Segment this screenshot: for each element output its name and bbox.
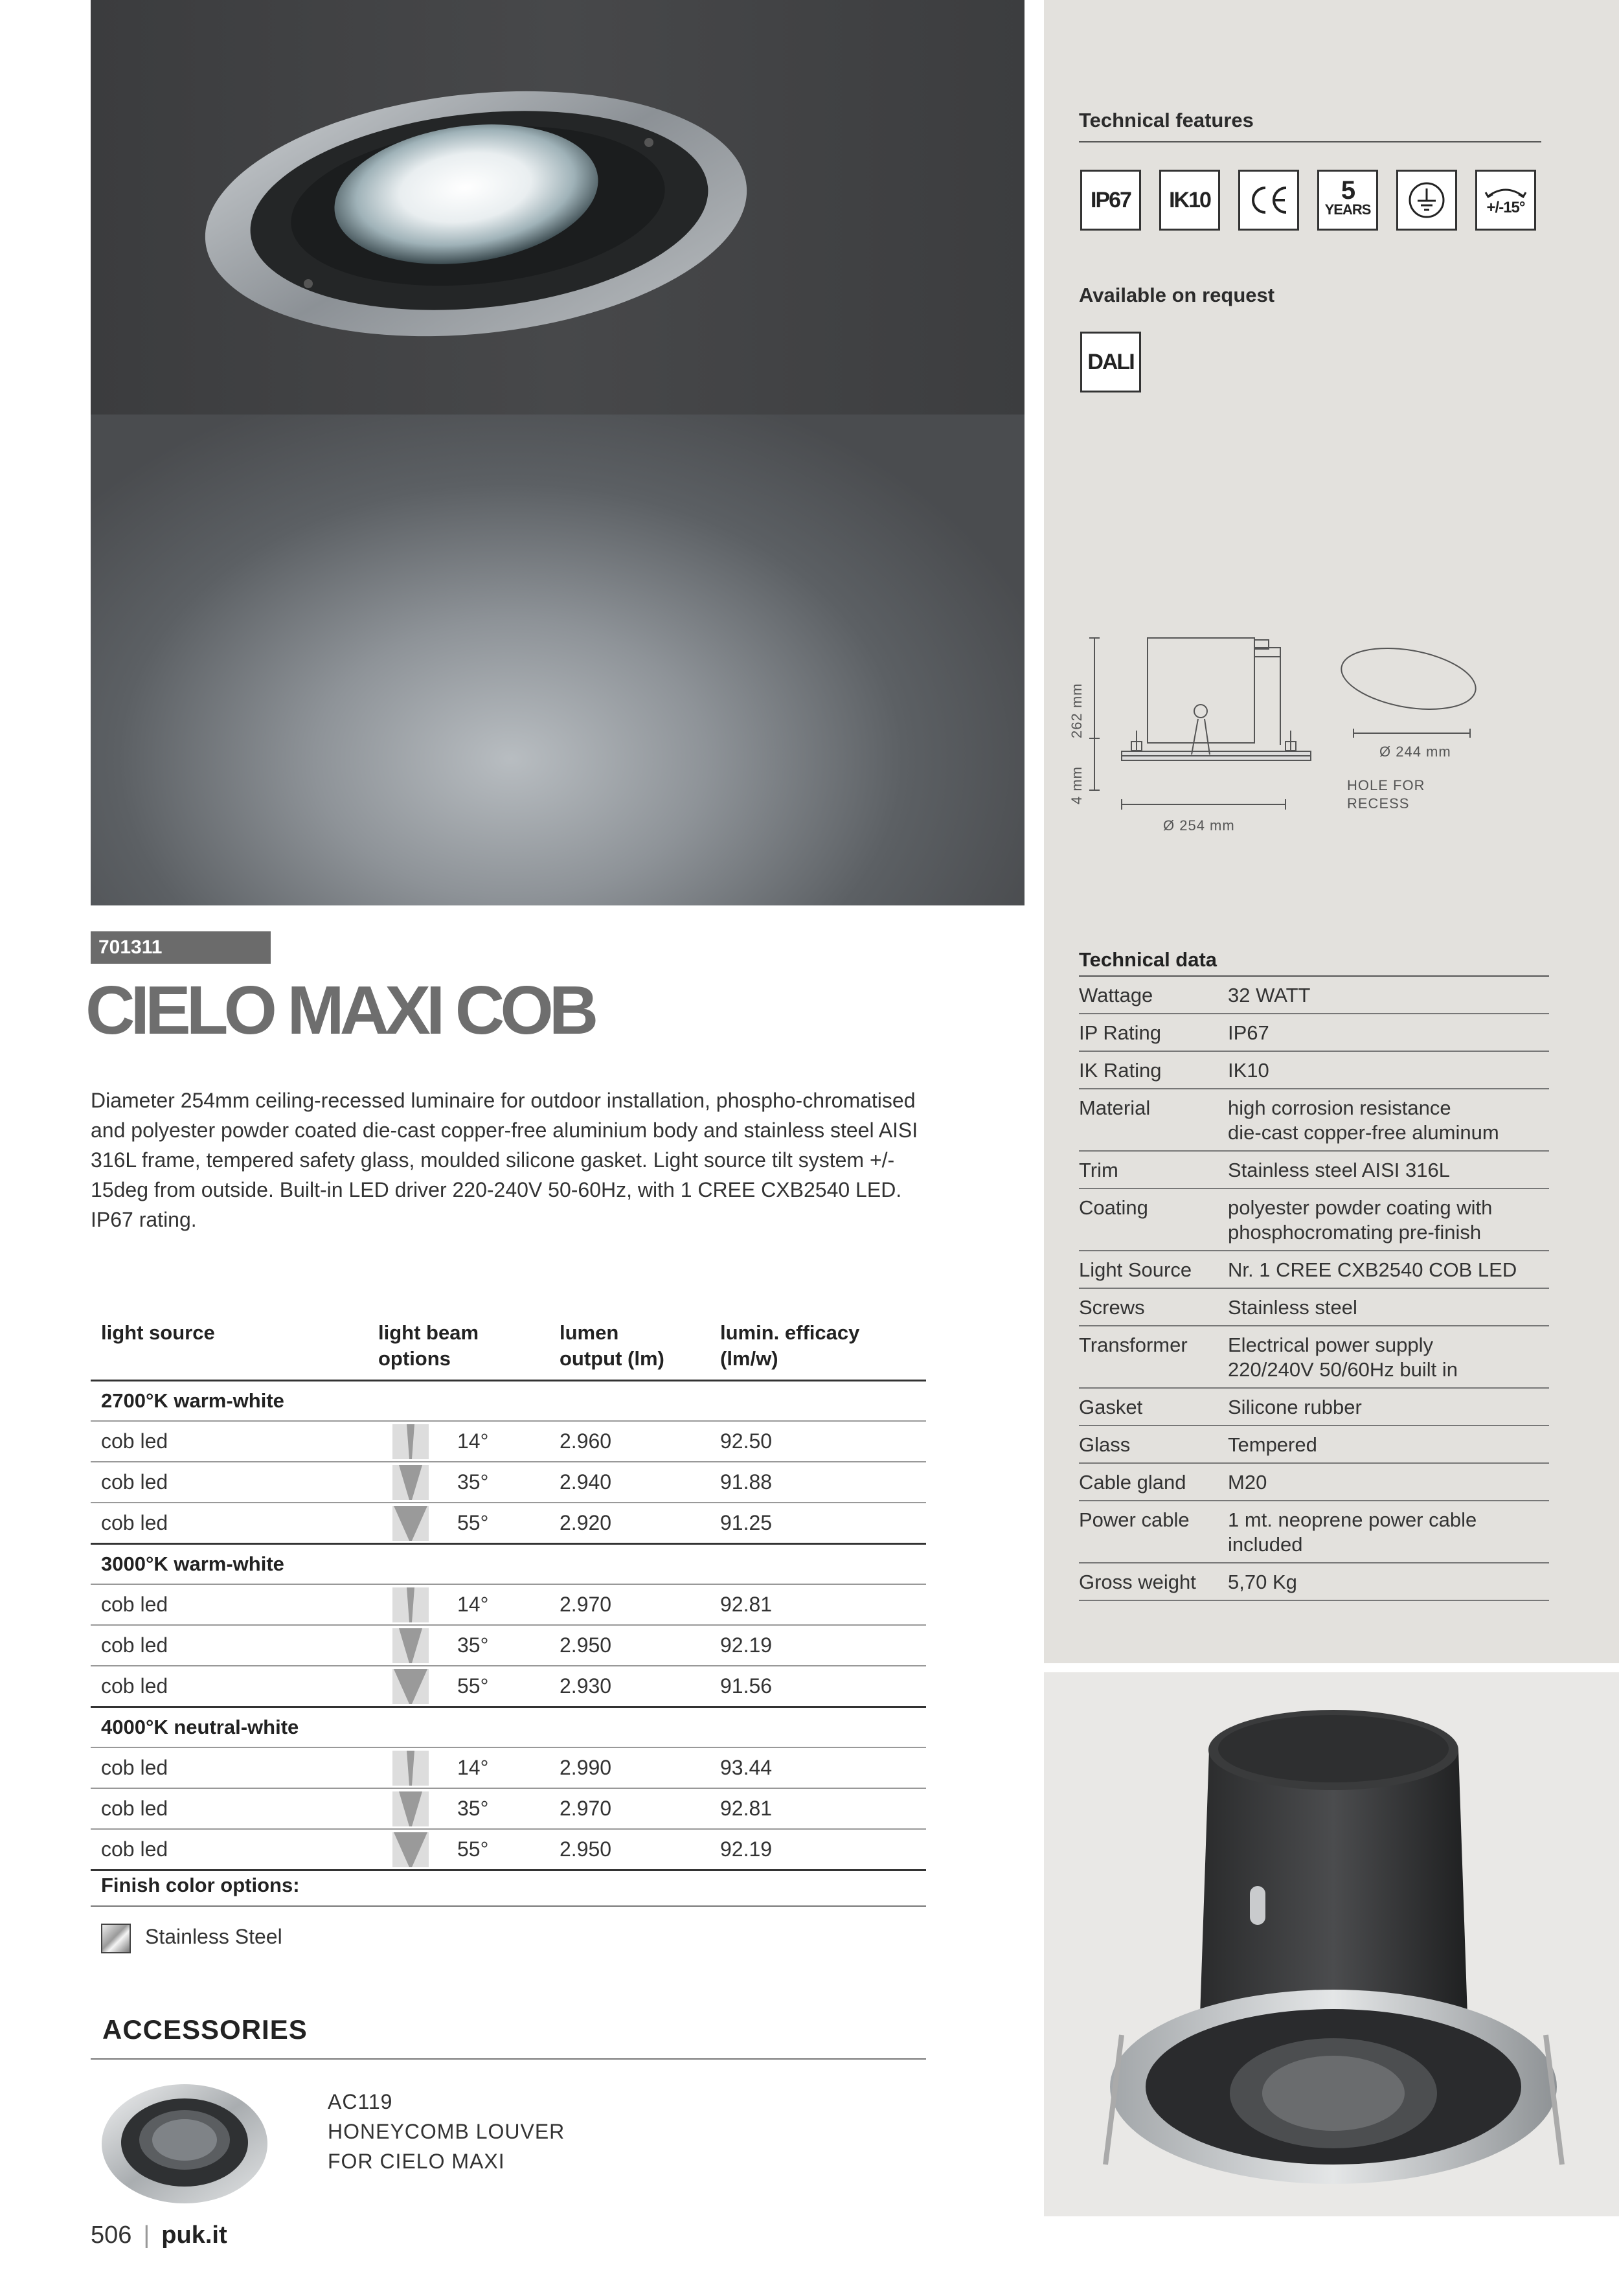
- cell-beam: 55°: [457, 1674, 489, 1698]
- product-photo-illustration: [1044, 1672, 1619, 2216]
- hole-diameter-dimension: Ø 244 mm: [1379, 744, 1451, 760]
- cell-efficacy: 92.19: [720, 1633, 773, 1657]
- tilt-value: +/-15°: [1486, 199, 1525, 216]
- technical-data-title: Technical data: [1079, 944, 1549, 977]
- page-footer: [91, 2222, 227, 2249]
- header-light-source: light source: [101, 1321, 215, 1344]
- hero-photo: [91, 0, 1025, 905]
- cell-source: cob led: [101, 1633, 168, 1657]
- tech-key: Glass: [1079, 1433, 1131, 1456]
- light-beam-icon: [392, 1587, 429, 1622]
- technical-data-row: [1079, 1289, 1549, 1326]
- tech-key: Light Source: [1079, 1258, 1192, 1281]
- cell-source: cob led: [101, 1429, 168, 1453]
- tilt-icon: [1475, 170, 1536, 231]
- tech-key: Cable gland: [1079, 1471, 1186, 1494]
- warranty-years-number: 5: [1341, 176, 1355, 205]
- technical-data-row: [1079, 1189, 1549, 1251]
- ce-mark-icon: [1238, 170, 1299, 231]
- cell-efficacy: 92.81: [720, 1593, 773, 1616]
- light-beam-icon: [392, 1832, 429, 1867]
- tech-value: high corrosion resistance die-cast copper-free aluminum: [1228, 1097, 1499, 1144]
- table-row: [91, 1748, 926, 1789]
- tech-value: 5,70 Kg: [1228, 1571, 1297, 1593]
- tech-value: 32 WATT: [1228, 984, 1311, 1006]
- tech-value: Silicone rubber: [1228, 1396, 1362, 1418]
- tech-value: polyester powder coating with phosphocromating pre-finish: [1228, 1196, 1493, 1244]
- technical-data-row: [1079, 1326, 1549, 1389]
- height-dimension: 262 mm: [1069, 683, 1085, 738]
- light-beam-icon: [392, 1506, 429, 1541]
- finish-label: Finish color options:: [91, 1865, 926, 1907]
- table-row: [91, 1789, 926, 1830]
- finish-option-label: Stainless Steel: [145, 1925, 282, 1948]
- tech-key: Power cable: [1079, 1508, 1190, 1531]
- technical-data-row: [1079, 1464, 1549, 1501]
- technical-data-row: [1079, 1052, 1549, 1089]
- available-on-request-title: Available on request: [1079, 284, 1275, 306]
- thickness-dimension: 4 mm: [1069, 766, 1085, 804]
- ik10-badge: IK10: [1159, 170, 1220, 231]
- hole-label-2: RECESS: [1347, 795, 1410, 812]
- cell-lumen: 2.940: [560, 1470, 612, 1494]
- finish-options: [91, 1865, 926, 1965]
- cell-beam: 55°: [457, 1511, 489, 1534]
- accessory-code: AC119: [328, 2090, 393, 2113]
- warranty-years-label: YEARS: [1324, 201, 1371, 218]
- header-lumen-output: lumen output (lm): [560, 1321, 664, 1370]
- technical-data-table: [1079, 944, 1549, 1601]
- table-row: [91, 1666, 926, 1708]
- light-beam-icon: [392, 1669, 429, 1704]
- table-row: [91, 1422, 926, 1462]
- table-group-header: 4000°K neutral-white: [91, 1708, 926, 1748]
- earth-ground-icon: [1396, 170, 1457, 231]
- technical-data-row: [1079, 1152, 1549, 1189]
- cell-beam: 14°: [457, 1429, 489, 1453]
- tech-value: M20: [1228, 1471, 1267, 1494]
- tech-key: Trim: [1079, 1159, 1118, 1181]
- cell-beam: 35°: [457, 1633, 489, 1657]
- cell-lumen: 2.930: [560, 1674, 612, 1698]
- header-light-beam: light beam options: [378, 1321, 479, 1370]
- cell-lumen: 2.960: [560, 1429, 612, 1453]
- cell-source: cob led: [101, 1511, 168, 1534]
- cell-lumen: 2.990: [560, 1756, 612, 1779]
- accessories-title: ACCESSORIES: [102, 2014, 308, 2045]
- tech-value: Tempered: [1228, 1433, 1317, 1456]
- cell-efficacy: 92.50: [720, 1429, 773, 1453]
- website-link[interactable]: puk.it: [161, 2222, 227, 2249]
- light-beam-icon: [392, 1465, 429, 1500]
- cell-efficacy: 91.56: [720, 1674, 773, 1698]
- cell-beam: 35°: [457, 1797, 489, 1820]
- tech-value: Nr. 1 CREE CXB2540 COB LED: [1228, 1258, 1517, 1281]
- cell-beam: 35°: [457, 1470, 489, 1494]
- light-beam-icon: [392, 1424, 429, 1459]
- dimension-drawing: [1062, 622, 1580, 855]
- cell-lumen: 2.970: [560, 1593, 612, 1616]
- table-group-header: 3000°K warm-white: [91, 1545, 926, 1585]
- footer-separator: |: [143, 2222, 150, 2249]
- technical-data-row: [1079, 1426, 1549, 1464]
- technical-data-row: [1079, 1563, 1549, 1601]
- accessory-line-2: FOR CIELO MAXI: [328, 2150, 505, 2173]
- tech-value: IK10: [1228, 1059, 1269, 1082]
- cell-beam: 14°: [457, 1593, 489, 1616]
- tech-key: Coating: [1079, 1196, 1148, 1219]
- tech-key: Screws: [1079, 1296, 1145, 1319]
- tech-value: Stainless steel AISI 316L: [1228, 1159, 1450, 1181]
- divider: [1079, 141, 1541, 142]
- ip67-badge: IP67: [1080, 170, 1141, 231]
- tech-key: Wattage: [1079, 984, 1153, 1006]
- cell-efficacy: 92.81: [720, 1797, 773, 1820]
- cell-lumen: 2.950: [560, 1837, 612, 1861]
- light-beam-icon: [392, 1751, 429, 1786]
- stainless-steel-swatch: [101, 1924, 131, 1953]
- tech-key: IK Rating: [1079, 1059, 1162, 1082]
- technical-data-row: [1079, 1389, 1549, 1426]
- accessory-line-1: HONEYCOMB LOUVER: [328, 2120, 565, 2143]
- honeycomb-louver-image: [97, 2073, 272, 2209]
- page-number: 506: [91, 2222, 132, 2249]
- product-code: 701311: [91, 931, 271, 964]
- technical-data-row: [1079, 1501, 1549, 1563]
- header-efficacy: lumin. efficacy (lm/w): [720, 1321, 860, 1370]
- technical-data-row: [1079, 1251, 1549, 1289]
- tech-value: 1 mt. neoprene power cable included: [1228, 1508, 1477, 1556]
- table-group-header: 2700°K warm-white: [91, 1381, 926, 1422]
- cell-source: cob led: [101, 1593, 168, 1616]
- light-beam-icon: [392, 1791, 429, 1826]
- tech-key: Gross weight: [1079, 1571, 1196, 1593]
- tech-value: Stainless steel: [1228, 1296, 1357, 1319]
- warranty-icon: [1317, 170, 1378, 231]
- technical-data-row: [1079, 1014, 1549, 1052]
- light-beam-icon: [392, 1628, 429, 1663]
- table-row: [91, 1503, 926, 1545]
- cell-source: cob led: [101, 1797, 168, 1820]
- cell-source: cob led: [101, 1674, 168, 1698]
- cell-lumen: 2.920: [560, 1511, 612, 1534]
- table-row: [91, 1462, 926, 1503]
- product-description: Diameter 254mm ceiling-recessed luminaire for outdoor installation, phospho-chromatised and polyester powder coated die-cast copper-free aluminium body and stainless steel AISI 316L frame, tempered safety glass, moulded silicone gasket. Light source tilt system +/- 15deg from outside. Built-in LED driver 220-240V 50-60Hz, with 1 CREE CXB2540 LED. IP67 rating.: [91, 1089, 918, 1231]
- technical-data-row: [1079, 1089, 1549, 1152]
- tech-value: IP67: [1228, 1021, 1269, 1044]
- accessory-description: [328, 2087, 565, 2176]
- cell-efficacy: 91.25: [720, 1511, 773, 1534]
- luminaire-illustration: [91, 0, 1025, 415]
- diameter-dimension: Ø 254 mm: [1163, 817, 1235, 834]
- product-title: CIELO MAXI COB: [85, 972, 594, 1049]
- cell-lumen: 2.970: [560, 1797, 612, 1820]
- product-photo: [1044, 1672, 1619, 2216]
- divider: [91, 2058, 926, 2060]
- tech-key: IP Rating: [1079, 1021, 1161, 1044]
- tech-key: Gasket: [1079, 1396, 1143, 1418]
- technical-data-row: [1079, 977, 1549, 1014]
- cell-beam: 55°: [457, 1837, 489, 1861]
- light-source-table: [91, 1315, 926, 1871]
- cell-source: cob led: [101, 1470, 168, 1494]
- cell-efficacy: 93.44: [720, 1756, 773, 1779]
- cell-efficacy: 92.19: [720, 1837, 773, 1861]
- tech-key: Material: [1079, 1097, 1151, 1119]
- cell-source: cob led: [101, 1756, 168, 1779]
- cell-source: cob led: [101, 1837, 168, 1861]
- tech-value: Electrical power supply 220/240V 50/60Hz built in: [1228, 1334, 1458, 1381]
- tech-key: Transformer: [1079, 1334, 1188, 1356]
- cell-beam: 14°: [457, 1756, 489, 1779]
- finish-option: [91, 1907, 926, 1965]
- hole-label-1: HOLE FOR: [1347, 777, 1425, 793]
- cell-efficacy: 91.88: [720, 1470, 773, 1494]
- table-header: [91, 1315, 926, 1381]
- dali-badge: DALI: [1080, 332, 1141, 392]
- table-row: [91, 1585, 926, 1626]
- table-row: [91, 1626, 926, 1666]
- cell-lumen: 2.950: [560, 1633, 612, 1657]
- technical-features-title: Technical features: [1079, 109, 1254, 131]
